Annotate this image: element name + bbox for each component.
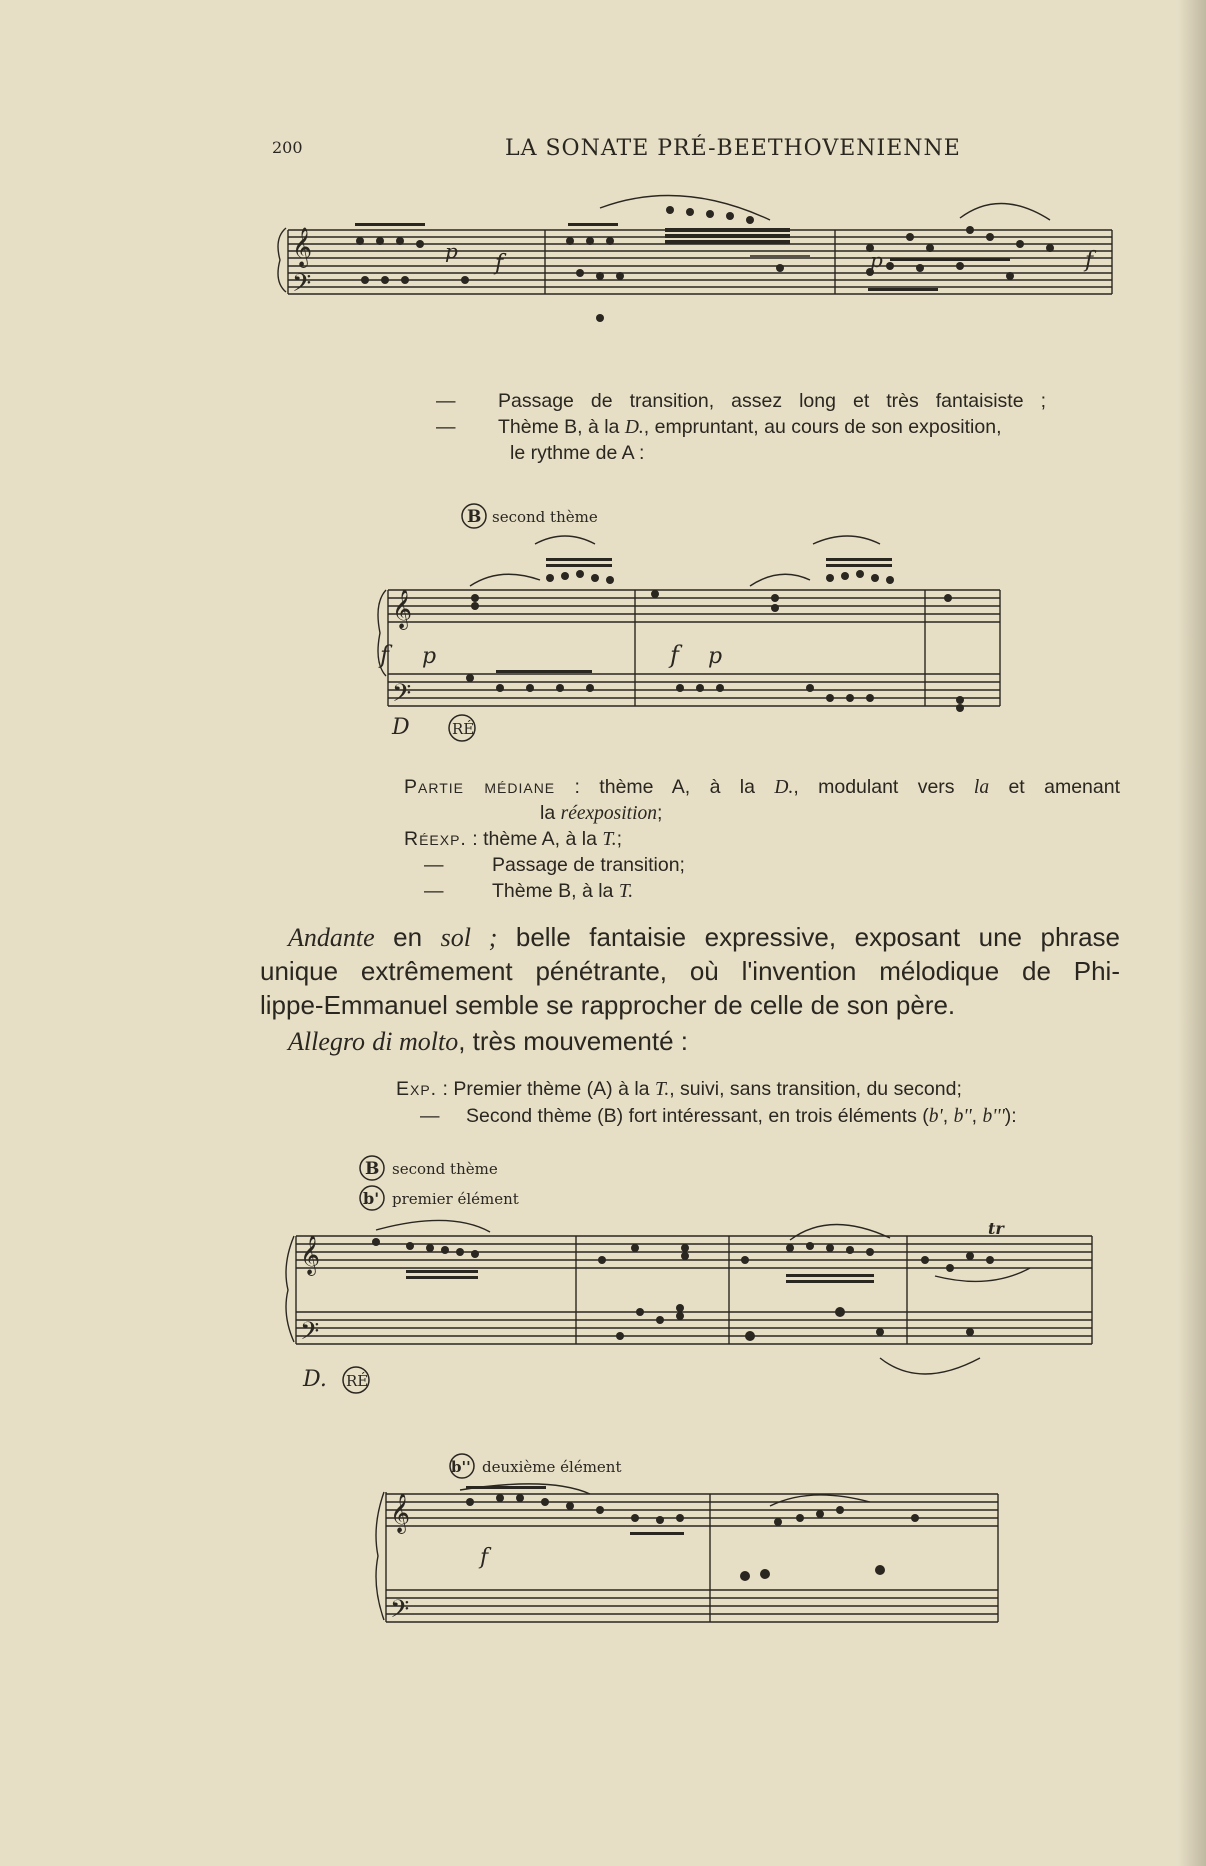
page-number: 200 [272, 138, 303, 157]
paragraph-line: lippe-Emmanuel semble se rapprocher de celle de son père. [260, 990, 956, 1020]
text-line: Passage de transition; [492, 854, 685, 876]
svg-text:𝄞: 𝄞 [390, 1493, 411, 1533]
element-circle-label: b' [363, 1189, 380, 1208]
theme-circle-label: B [467, 507, 482, 527]
theme-label: second thème [492, 508, 598, 526]
paragraph-line: unique extrêmement pénétrante, où l'invention mélodique de Phi- [260, 956, 1120, 986]
element-label: deuxième élément [482, 1458, 622, 1476]
theme-circle-label: B [365, 1159, 380, 1179]
text-line: Second thème (B) fort intéressant, en trois éléments (b', b'', b'''): [466, 1105, 1017, 1127]
running-title: LA SONATE PRÉ-BEETHOVENIENNE [505, 136, 961, 161]
svg-text:𝄢: 𝄢 [300, 1317, 320, 1352]
text-line: Exp. : Premier thème (A) à la T., suivi, sans transition, du second; [396, 1078, 962, 1100]
theme-label: second thème [392, 1160, 498, 1178]
svg-text:𝄢: 𝄢 [292, 269, 312, 304]
text-line: Réexp. : thème A, à la T.; [404, 828, 623, 850]
bass-key-letter: D. [303, 1367, 327, 1392]
dynamic-mark: p [870, 248, 883, 272]
dynamic-mark: f [495, 251, 504, 276]
text-line: — [424, 880, 444, 902]
svg-text:𝄞: 𝄞 [392, 589, 413, 629]
dynamic-mark: p [708, 644, 723, 669]
bass-key-letter: D [392, 715, 410, 740]
music-example-2 [370, 498, 1020, 758]
text-line: Thème B, à la D., empruntant, au cours de son exposition, [498, 416, 1002, 438]
svg-text:𝄢: 𝄢 [390, 1595, 410, 1630]
svg-text:𝄞: 𝄞 [300, 1235, 321, 1275]
music-example-3 [280, 1150, 1110, 1410]
page-edge-shadow [1178, 0, 1206, 1866]
text-line: — [424, 854, 444, 876]
dynamic-mark: f [480, 1545, 489, 1570]
element-circle-label: b'' [451, 1458, 471, 1476]
text-line: — [436, 390, 456, 412]
text-line: la réexposition; [540, 802, 663, 824]
text-line: le rythme de A : [510, 442, 645, 464]
bass-key-circle: RÉ [346, 1372, 369, 1390]
dynamic-mark: f [670, 641, 679, 669]
paragraph-line: Allegro di molto, très mouvementé : [288, 1026, 688, 1056]
trill-mark: tr [988, 1219, 1004, 1238]
paragraph-line: Andante en sol ; belle fantaisie expressive, exposant une phrase [288, 922, 1121, 952]
svg-text:𝄞: 𝄞 [292, 227, 313, 267]
music-example-1 [270, 168, 1120, 358]
dynamic-mark: p [445, 239, 458, 263]
text-line: Thème B, à la T. [492, 880, 634, 902]
svg-text:𝄢: 𝄢 [392, 679, 412, 714]
music-example-4 [370, 1446, 1010, 1646]
bass-key-circle: RÉ [452, 720, 475, 738]
text-line: Passage de transition, assez long et très fantaisiste ; [498, 390, 1046, 412]
dynamic-mark: p [422, 644, 437, 669]
text-line: — [436, 416, 456, 438]
text-line: — [420, 1105, 440, 1127]
text-line: Partie médiane : thème A, à la D., modulant vers la et amenant [404, 776, 1120, 798]
dynamic-mark: f [380, 641, 389, 669]
element-label: premier élément [392, 1190, 519, 1208]
dynamic-mark: f [1085, 248, 1094, 273]
